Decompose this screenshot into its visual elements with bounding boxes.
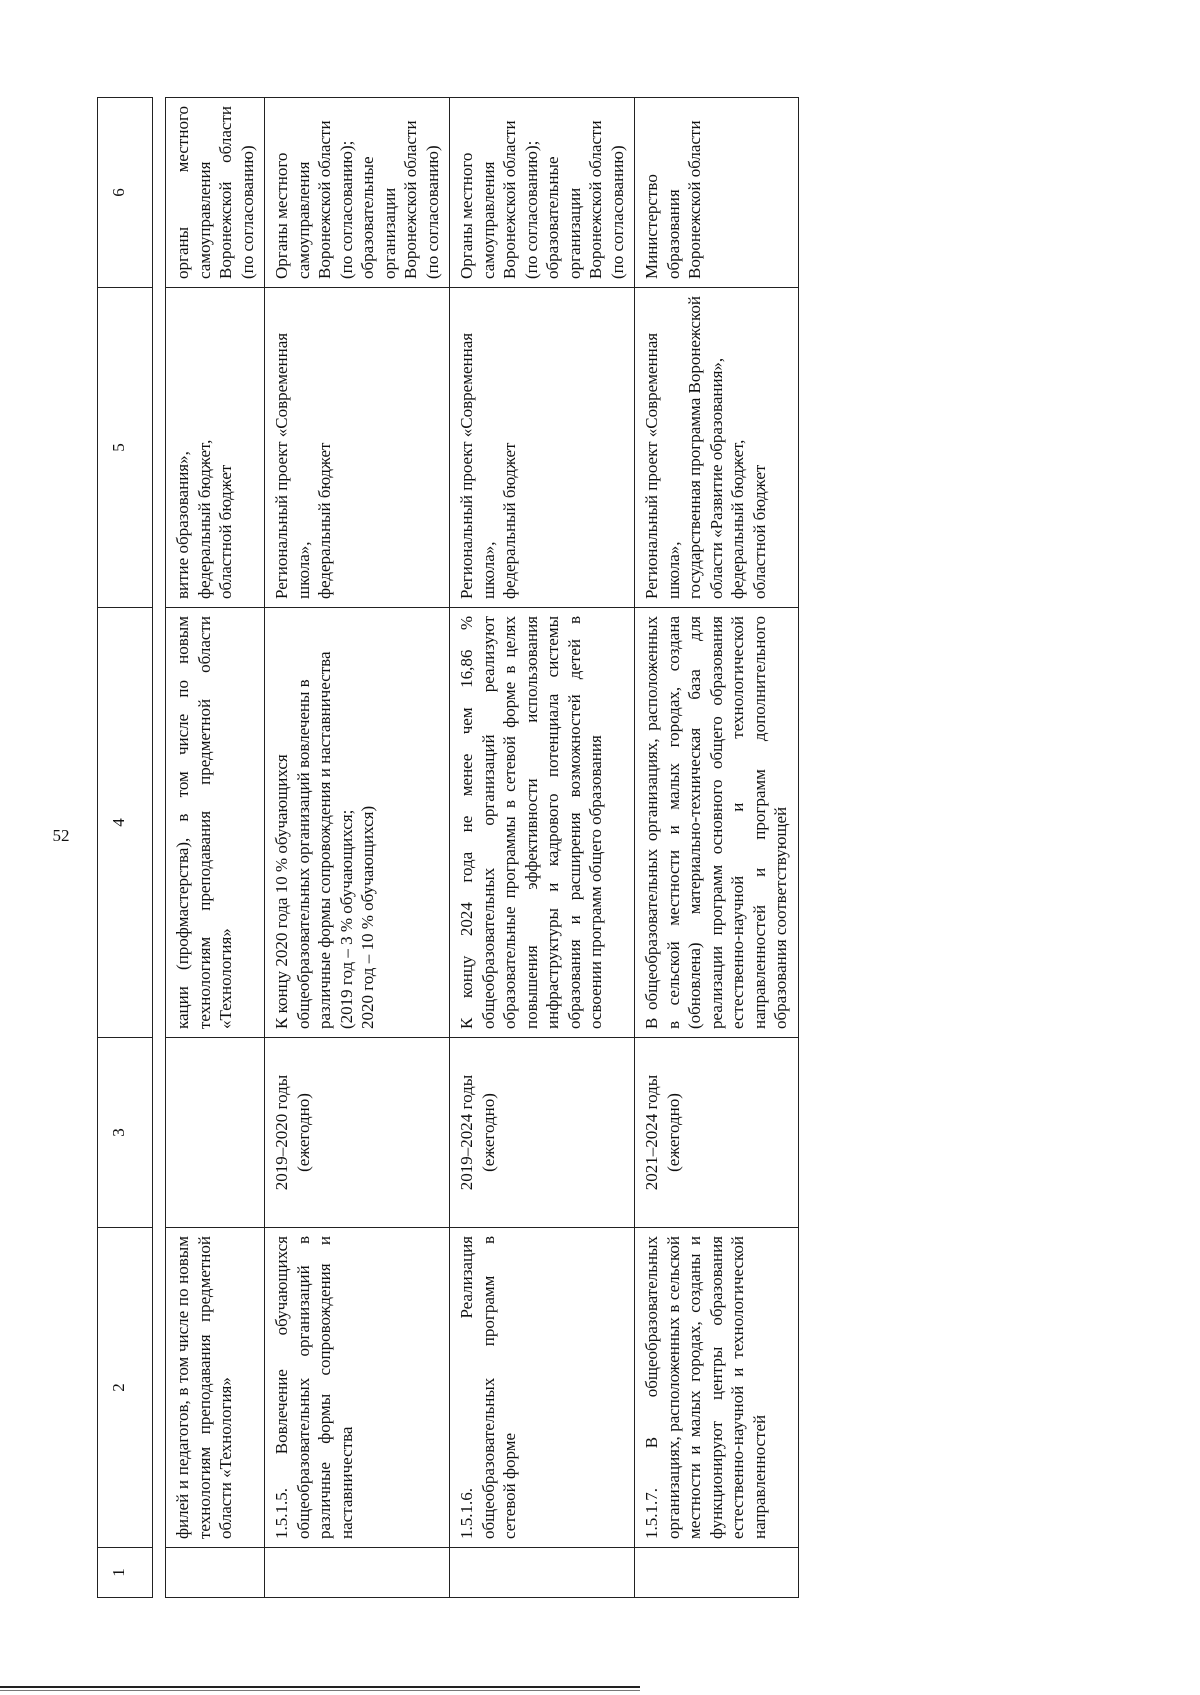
responsible-cell: Министерство образования Воронежской области (635, 98, 799, 288)
period-cell (166, 1038, 265, 1228)
activity-cell: 1.5.1.7. В общеобразовательных организациях, расположенных в сельской местности и малых городах, созданы и функционируют центры образования естественно-научной и технологической направленностей (635, 1228, 799, 1548)
result-cell: кации (профмастерства), в том числе по новым технологиям преподавания предметной области «Технология» (166, 608, 265, 1038)
row-number-cell (265, 1548, 450, 1598)
header-gap (153, 98, 166, 1598)
bottom-rule-shadow (0, 1690, 640, 1691)
responsible-text: Органы местного самоуправления Воронежской области (по согласованию); образовательные организации Воронежской области (по согласованию) (272, 120, 442, 279)
source-cell (635, 288, 799, 608)
source-text: Региональный проект «Современная школа», федеральный бюджет (272, 332, 334, 599)
column-number-4: 4 (98, 608, 153, 1038)
responsible-cell (450, 98, 635, 288)
row-number-cell (166, 1548, 265, 1598)
table-row (265, 98, 450, 1598)
page-number: 52 (52, 826, 70, 845)
rotated-table-container (97, 98, 1127, 1598)
activity-cell: 1.5.1.6. Реализация общеобразовательных программ в сетевой форме (450, 1228, 635, 1548)
column-number-2: 2 (98, 1228, 153, 1548)
table-row (450, 98, 635, 1598)
result-cell: К концу 2024 года не менее чем 16,86 % общеобразовательных организаций реализуют образовательные программы в сетевой форме в целях повышения эффективности использования инфраструктуры и кадрового потенциала системы образования и расширения возможностей детей в освоении программ общего образования (450, 608, 635, 1038)
row-number-cell (450, 1548, 635, 1598)
source-cell (450, 288, 635, 608)
responsible-cell (166, 98, 265, 288)
responsible-cell (265, 98, 450, 288)
source-cell (265, 288, 450, 608)
bottom-rule (0, 1686, 640, 1688)
table-row (635, 98, 799, 1598)
result-text: К концу 2020 года 10 % обучающихся общеобразовательных организаций вовлечены в различные формы сопровождения и наставничества (2019 год – 3 % обучающихся; 2020 год – 10 % обучающихся) (272, 651, 377, 1029)
column-number-3: 3 (98, 1038, 153, 1228)
column-number-header-row (98, 98, 153, 1598)
activity-cell: филей и педагогов, в том числе по новым технологиям преподавания предметной области «Технология» (166, 1228, 265, 1548)
period-cell: 2021–2024 годы (ежегодно) (635, 1038, 799, 1228)
column-number-6: 6 (98, 98, 153, 288)
row-number-cell (635, 1548, 799, 1598)
period-cell: 2019–2024 годы (ежегодно) (450, 1038, 635, 1228)
source-text: Региональный проект «Современная школа», федеральный бюджет (457, 332, 519, 599)
result-cell: В общеобразовательных организациях, расположенных в сельской местности и малых городах, создана (обновлена) материально-техническая база для реализации программ основного общего образования естественно-научной и технологической направленностей и программ дополнительного образования соответствующей (635, 608, 799, 1038)
responsible-text: Органы местного самоуправления Воронежской области (по согласованию); образовательные организации Воронежской области (по согласованию) (457, 120, 627, 279)
activity-cell: 1.5.1.5. Вовлечение обучающихся общеобразовательных организаций в различные формы сопровождения и наставничества (265, 1228, 450, 1548)
program-activities-table (97, 97, 799, 1598)
source-text: витие образования», федеральный бюджет, областной бюджет (173, 439, 235, 599)
responsible-text: органы местного самоуправления Воронежской области (по согласованию) (173, 106, 257, 279)
column-number-5: 5 (98, 288, 153, 608)
source-cell (166, 288, 265, 608)
column-number-1: 1 (98, 1548, 153, 1598)
result-cell (265, 608, 450, 1038)
period-cell: 2019–2020 годы (ежегодно) (265, 1038, 450, 1228)
table-row (166, 98, 265, 1598)
source-text: Региональный проект «Современная школа», государственная программа Воронежской области «Развитие образования», федеральный бюджет, областной бюджет (642, 296, 769, 599)
